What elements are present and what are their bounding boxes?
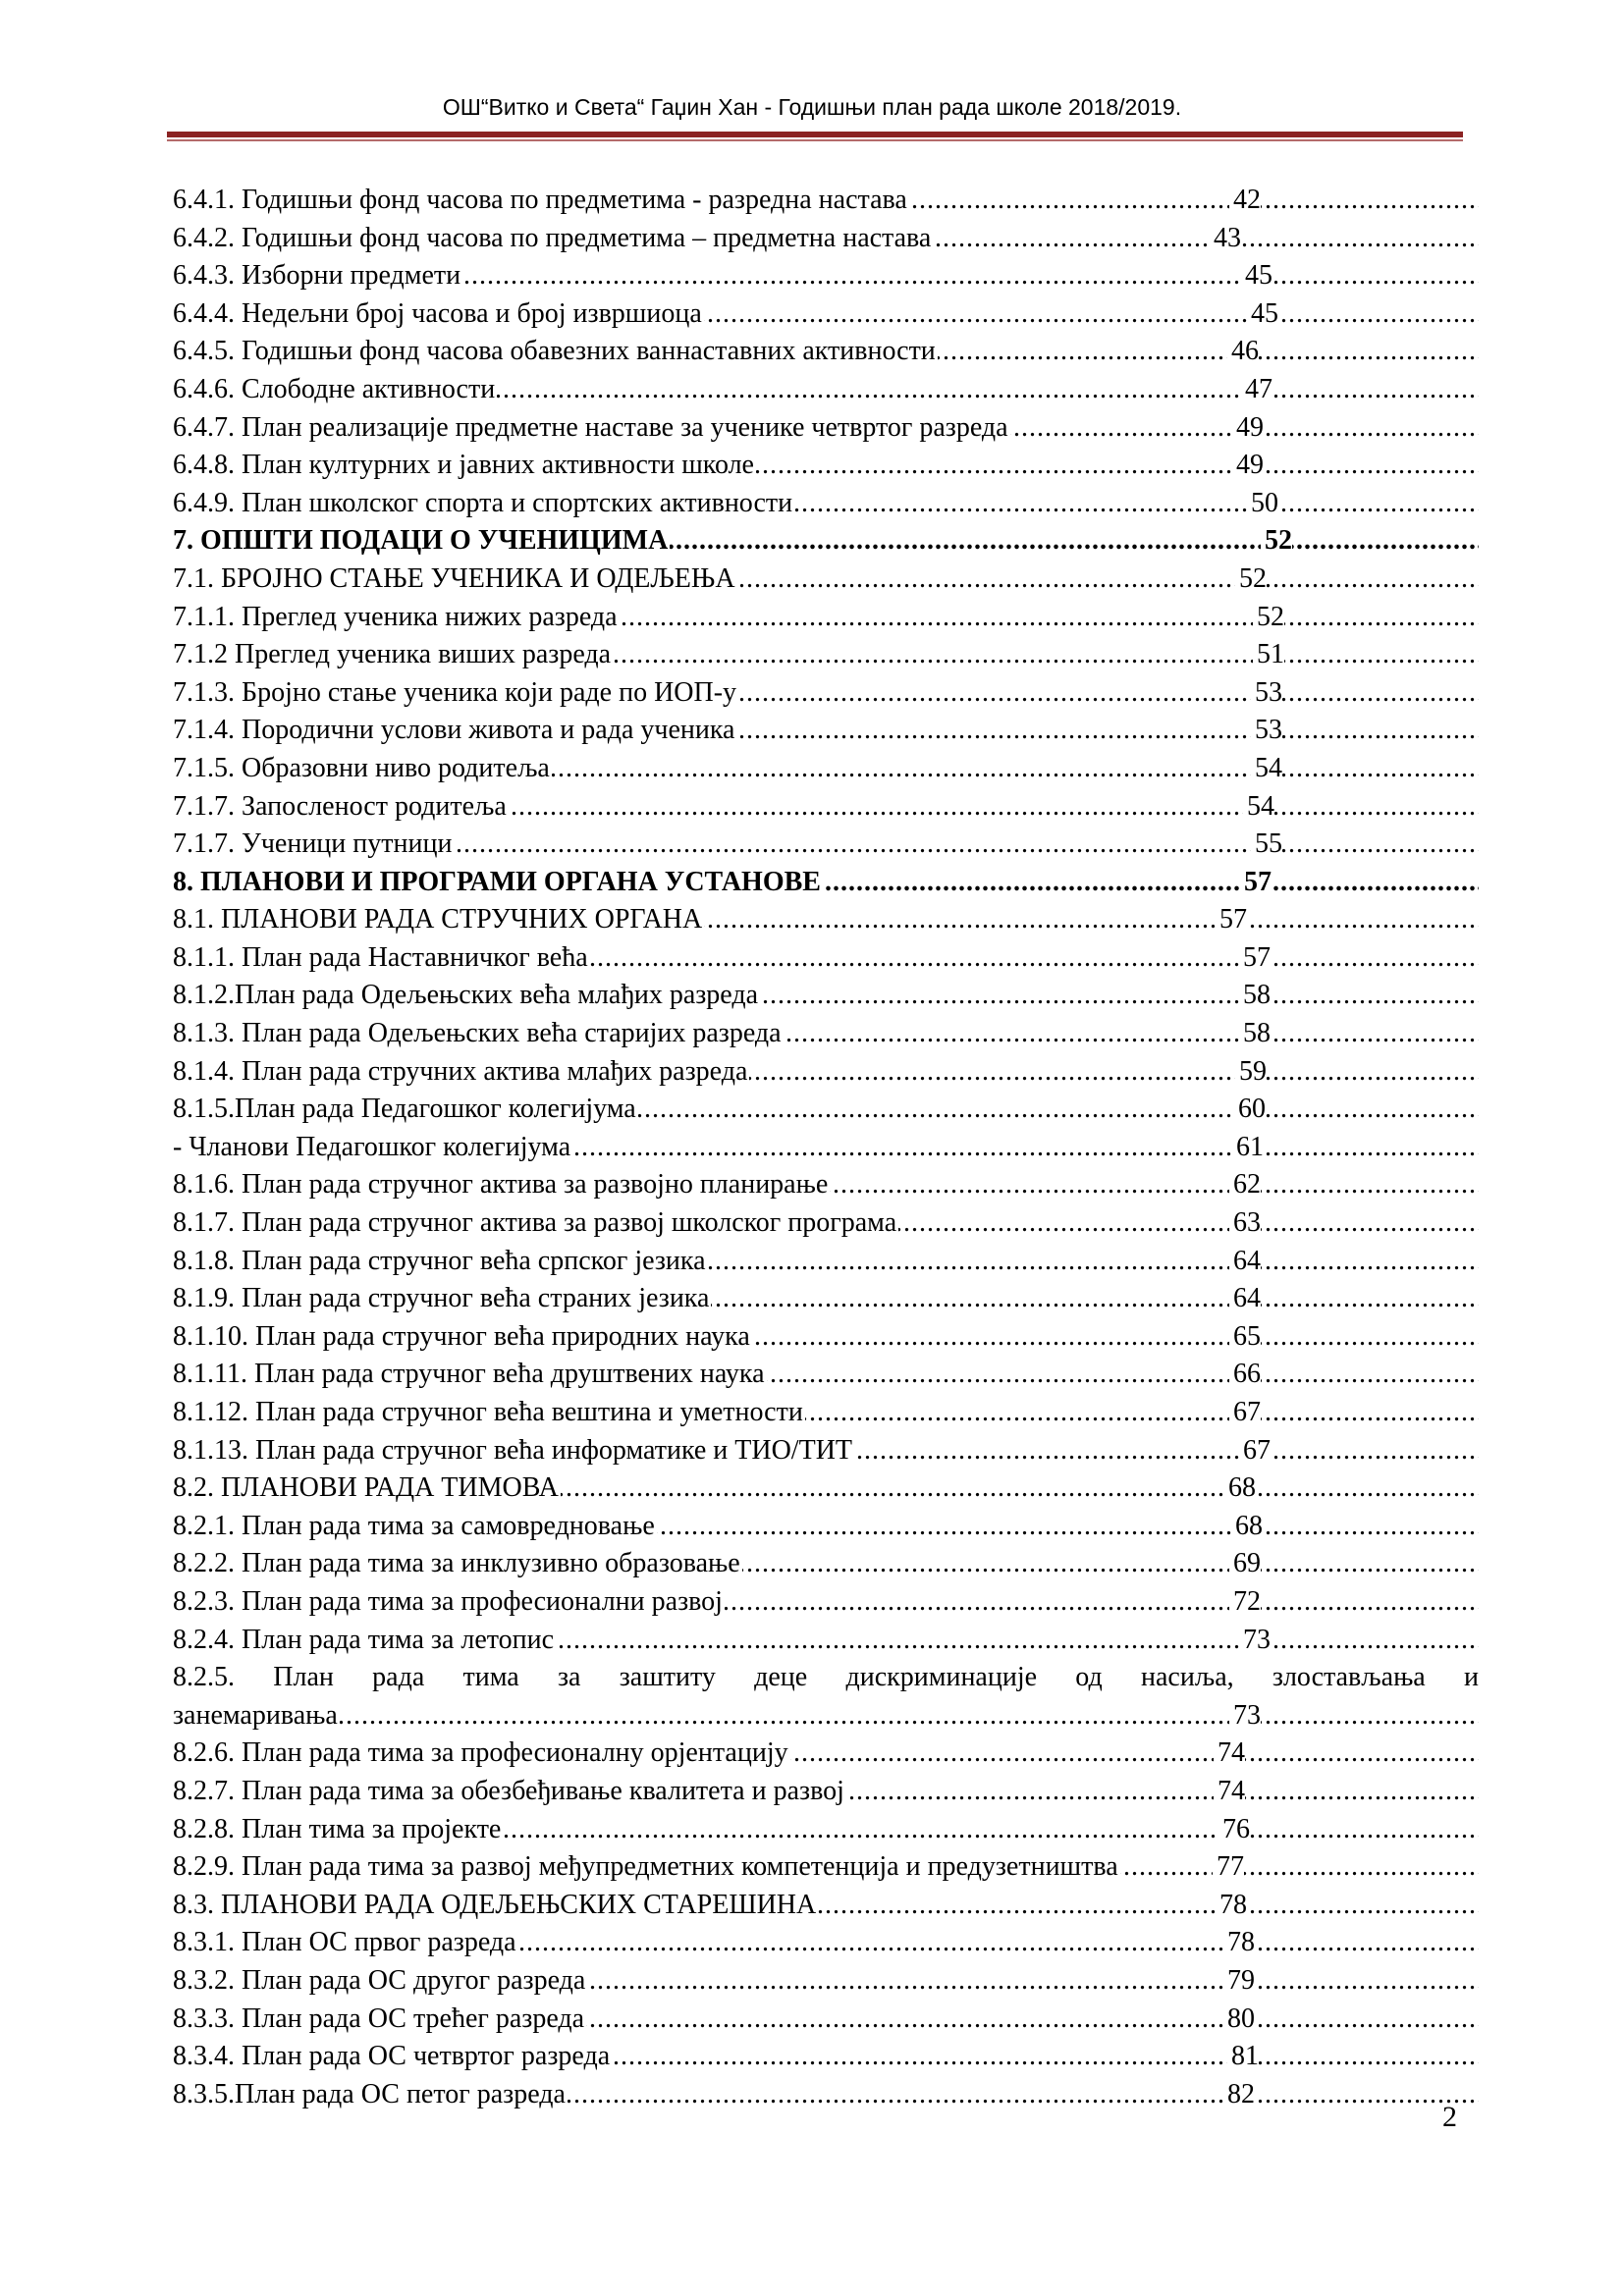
toc-entry[interactable]	[173, 1129, 1479, 1167]
toc-entry-page: 68	[1224, 1469, 1256, 1508]
toc-entry-title: 8.1.7. План рада стручног актива за развој школског програма	[173, 1204, 898, 1243]
toc-entry-page: 80	[1223, 2001, 1255, 2039]
toc-entry-title: 6.4.5. Годишњи фонд часова обавезних ваннаставних активности	[173, 333, 938, 371]
toc-entry-title: 7.1.3. Бројно стање ученика који раде по ИОП-у	[173, 674, 738, 713]
toc-entry[interactable]	[173, 901, 1479, 939]
toc-entry-page: 58	[1239, 1015, 1271, 1053]
toc-entry[interactable]	[173, 1545, 1479, 1583]
toc-entry[interactable]	[173, 1848, 1479, 1887]
toc-entry-title: 8.1.13. План рада стручног већа информатике и ТИО/ТИТ	[173, 1432, 854, 1470]
toc-entry-page: 60	[1234, 1091, 1266, 1129]
toc-entry-title: 8.3.4. План рада ОС четвртог разреда	[173, 2038, 612, 2076]
toc-entry[interactable]	[173, 1204, 1479, 1243]
toc-entry[interactable]	[173, 750, 1479, 788]
toc-entry-title: 8.1.12. План рада стручног већа вештина и уметности	[173, 1394, 805, 1432]
toc-entry[interactable]	[173, 2038, 1479, 2076]
toc-entry-title: 6.4.1. Годишњи фонд часова по предметима - разредна настава	[173, 182, 909, 220]
toc-entry-page: 78	[1216, 1887, 1247, 1925]
toc-entry[interactable]	[173, 977, 1479, 1015]
toc-entry-page: 82	[1223, 2076, 1255, 2114]
toc-entry[interactable]	[173, 1962, 1479, 2001]
toc-entry-title: 7.1.7. Ученици путници	[173, 826, 454, 864]
toc-entry[interactable]	[173, 1887, 1479, 1925]
toc-entry-page: 58	[1239, 977, 1271, 1015]
toc-entry-page: 69	[1229, 1545, 1261, 1583]
toc-entry-page: 57	[1239, 939, 1271, 978]
toc-entry[interactable]	[173, 1166, 1479, 1204]
toc-entry[interactable]	[173, 788, 1479, 827]
table-of-contents	[173, 182, 1479, 2113]
toc-entry[interactable]	[173, 712, 1479, 750]
toc-entry[interactable]	[173, 1243, 1479, 1281]
toc-entry-page: 73	[1229, 1697, 1261, 1735]
toc-entry[interactable]	[173, 371, 1479, 409]
toc-entry[interactable]	[173, 1697, 1479, 1735]
toc-entry-title: 8.1.5.План рада Педагошког колегијума	[173, 1091, 638, 1129]
toc-entry[interactable]	[173, 939, 1479, 978]
toc-entry-title: 8.2.3. План рада тима за професионални развој	[173, 1583, 725, 1622]
toc-entry-page: 74	[1214, 1773, 1245, 1811]
toc-entry[interactable]	[173, 1811, 1479, 1849]
toc-entry-page: 47	[1241, 371, 1272, 409]
toc-entry-page: 62	[1229, 1166, 1261, 1204]
toc-entry-page: 51	[1253, 636, 1284, 674]
toc-entry-page: 57	[1216, 901, 1247, 939]
toc-entry-page: 61	[1232, 1129, 1264, 1167]
toc-entry-title: 8.1. ПЛАНОВИ РАДА СТРУЧНИХ ОРГАНА	[173, 901, 704, 939]
toc-entry[interactable]	[173, 1924, 1479, 1962]
header-divider	[167, 132, 1463, 137]
toc-entry-page: 66	[1229, 1356, 1261, 1394]
toc-entry[interactable]	[173, 1318, 1479, 1357]
toc-entry-title: 8.2.4. План рада тима за летопис	[173, 1622, 556, 1660]
toc-entry-page: 63	[1229, 1204, 1261, 1243]
toc-entry-title: 8.1.6. План рада стручног актива за развојно планирање	[173, 1166, 830, 1204]
toc-entry-page: 64	[1229, 1243, 1261, 1281]
toc-entry-title: 7. ОПШТИ ПОДАЦИ О УЧЕНИЦИМА	[173, 522, 670, 561]
toc-entry-title: 8.2.9. План рада тима за развој међупредметних компетенција и предузетништва	[173, 1848, 1120, 1887]
toc-entry-title: 7.1. БРОЈНО СТАЊЕ УЧЕНИКА И ОДЕЉЕЊА	[173, 561, 737, 599]
toc-entry[interactable]	[173, 485, 1479, 523]
toc-entry[interactable]	[173, 1773, 1479, 1811]
toc-entry-page: 52	[1261, 522, 1292, 561]
toc-entry-title: 8.2.7. План рада тима за обезбеђивање квалитета и развој	[173, 1773, 846, 1811]
toc-entry-title: занемаривања	[173, 1697, 340, 1735]
toc-entry-page: 68	[1231, 1508, 1263, 1546]
toc-entry-page: 64	[1229, 1280, 1261, 1318]
toc-entry-title: 8.3.5.План рада ОС петог разреда	[173, 2076, 568, 2114]
toc-entry[interactable]	[173, 522, 1479, 561]
toc-entry-title: - Чланови Педагошког колегијума	[173, 1129, 572, 1167]
toc-entry-page: 59	[1235, 1053, 1267, 1092]
toc-entry-title: 8.3.1. План ОС првог разреда	[173, 1924, 518, 1962]
toc-entry-page: 52	[1253, 599, 1284, 637]
toc-entry-page: 57	[1240, 864, 1272, 902]
toc-entry-title: 8.2.8. План тима за пројекте	[173, 1811, 503, 1849]
toc-entry[interactable]	[173, 1053, 1479, 1092]
toc-entry-title: 8.2.6. План рада тима за професионалну орјентацију	[173, 1735, 790, 1773]
toc-entry-title: 8.3.3. План рада ОС трећег разреда	[173, 2001, 586, 2039]
toc-entry-page: 73	[1239, 1622, 1271, 1660]
toc-entry-page: 67	[1229, 1394, 1261, 1432]
toc-entry[interactable]	[173, 2076, 1479, 2114]
toc-entry-title: 7.1.2 Преглед ученика виших разреда	[173, 636, 613, 674]
toc-entry-title: 7.1.4. Породични услови живота и рада ученика	[173, 712, 736, 750]
toc-entry-page: 54	[1243, 788, 1274, 827]
toc-entry[interactable]	[173, 1622, 1479, 1660]
header-divider-thin	[167, 139, 1463, 141]
toc-entry-page: 42	[1229, 182, 1261, 220]
toc-entry-page: 45	[1241, 257, 1272, 295]
toc-entry[interactable]	[173, 182, 1479, 220]
toc-entry-page: 53	[1251, 712, 1282, 750]
toc-entry-page: 46	[1227, 333, 1259, 371]
toc-entry-title: 7.1.5. Образовни ниво родитеља	[173, 750, 552, 788]
toc-entry-page: 67	[1239, 1432, 1271, 1470]
toc-entry[interactable]	[173, 1583, 1479, 1622]
toc-entry[interactable]	[173, 636, 1479, 674]
toc-entry-page: 76	[1218, 1811, 1250, 1849]
toc-entry-page: 72	[1229, 1583, 1261, 1622]
toc-entry-title: 8.1.2.План рада Одељењских већа млађих разреда	[173, 977, 760, 1015]
toc-entry-title: 8.3. ПЛАНОВИ РАДА ОДЕЉЕЊСКИХ СТАРЕШИНА	[173, 1887, 818, 1925]
toc-entry-title: 6.4.2. Годишњи фонд часова по предметима – предметна настава	[173, 220, 933, 258]
toc-entry[interactable]	[173, 295, 1479, 334]
toc-entry-title: 7.1.1. Преглед ученика нижих разреда	[173, 599, 620, 637]
toc-leader-dots	[173, 1697, 1479, 1735]
toc-entry-title: 8.2.2. План рада тима за инклузивно образовање	[173, 1545, 742, 1583]
toc-entry[interactable]	[173, 1659, 1479, 1697]
toc-entry-page: 43	[1210, 220, 1241, 258]
toc-entry-title: 6.4.4. Недељни број часова и број извршиоца	[173, 295, 704, 334]
toc-entry-title: 6.4.7. План реализације предметне наставе за ученике четвртог разреда	[173, 409, 1010, 448]
toc-entry[interactable]	[173, 1356, 1479, 1394]
toc-entry[interactable]	[173, 1469, 1479, 1508]
toc-entry-title: 8.1.9. План рада стручног већа страних језика	[173, 1280, 711, 1318]
toc-entry[interactable]	[173, 1394, 1479, 1432]
toc-entry-page: 53	[1251, 674, 1282, 713]
toc-entry[interactable]	[173, 1508, 1479, 1546]
toc-entry[interactable]	[173, 1091, 1479, 1129]
toc-entry-title: 8.1.4. План рада стручних актива млађих разреда	[173, 1053, 749, 1092]
toc-entry-page: 45	[1247, 295, 1278, 334]
toc-entry[interactable]	[173, 1015, 1479, 1053]
toc-entry-page: 65	[1229, 1318, 1261, 1357]
toc-entry-title: 8.1.10. План рада стручног већа природних наука	[173, 1318, 752, 1357]
toc-entry[interactable]	[173, 1735, 1479, 1773]
toc-entry-page: 52	[1235, 561, 1267, 599]
toc-entry-page: 81	[1227, 2038, 1259, 2076]
toc-entry-title: 6.4.9. План школског спорта и спортских активности	[173, 485, 794, 523]
toc-entry[interactable]	[173, 409, 1479, 448]
toc-entry[interactable]	[173, 220, 1479, 258]
toc-entry-page: 49	[1232, 409, 1264, 448]
toc-entry-page: 74	[1214, 1735, 1245, 1773]
toc-entry-page: 55	[1251, 826, 1282, 864]
toc-entry-page: 77	[1213, 1848, 1244, 1887]
page-number: 2	[1442, 2101, 1457, 2133]
toc-entry-title: 6.4.8. План културних и јавних активности школе	[173, 447, 756, 485]
toc-entry[interactable]	[173, 674, 1479, 713]
toc-entry[interactable]	[173, 447, 1479, 485]
toc-entry-title: 8.2.5. План рада тима за заштиту деце дискриминације од насиља, злостављања и	[173, 1659, 1479, 1697]
toc-entry-page: 50	[1247, 485, 1278, 523]
toc-entry[interactable]	[173, 1280, 1479, 1318]
toc-entry-title: 8.1.11. План рада стручног већа друштвених наука	[173, 1356, 767, 1394]
toc-entry-page: 79	[1223, 1962, 1255, 2001]
toc-entry[interactable]	[173, 599, 1479, 637]
toc-entry[interactable]	[173, 257, 1479, 295]
toc-entry[interactable]	[173, 1432, 1479, 1470]
toc-entry-title: 8.2. ПЛАНОВИ РАДА ТИМОВА	[173, 1469, 561, 1508]
toc-entry-title: 8.3.2. План рада ОС другог разреда	[173, 1962, 587, 2001]
toc-entry[interactable]	[173, 333, 1479, 371]
toc-entry-page: 78	[1223, 1924, 1255, 1962]
toc-entry-title: 8. ПЛАНОВИ И ПРОГРАМИ ОРГАНА УСТАНОВЕ	[173, 864, 823, 902]
toc-entry-page: 54	[1251, 750, 1282, 788]
toc-entry-page: 49	[1232, 447, 1264, 485]
toc-entry[interactable]	[173, 826, 1479, 864]
toc-entry-title: 7.1.7. Запосленост родитеља	[173, 788, 509, 827]
toc-entry-title: 8.2.1. План рада тима за самовредновање	[173, 1508, 657, 1546]
toc-entry-title: 8.1.3. План рада Одељењских већа старијих разреда	[173, 1015, 784, 1053]
header-title: ОШ“Витко и Света“ Гаџин Хан - Годишњи план рада школе 2018/2019.	[442, 94, 1182, 120]
toc-entry-title: 8.1.1. План рада Наставничког већа	[173, 939, 590, 978]
toc-entry-title: 6.4.3. Изборни предмети	[173, 257, 462, 295]
toc-entry[interactable]	[173, 561, 1479, 599]
toc-entry[interactable]	[173, 2001, 1479, 2039]
toc-entry-title: 6.4.6. Слободне активности	[173, 371, 497, 409]
toc-entry-title: 8.1.8. План рада стручног већа српског језика	[173, 1243, 708, 1281]
toc-entry[interactable]	[173, 864, 1479, 902]
